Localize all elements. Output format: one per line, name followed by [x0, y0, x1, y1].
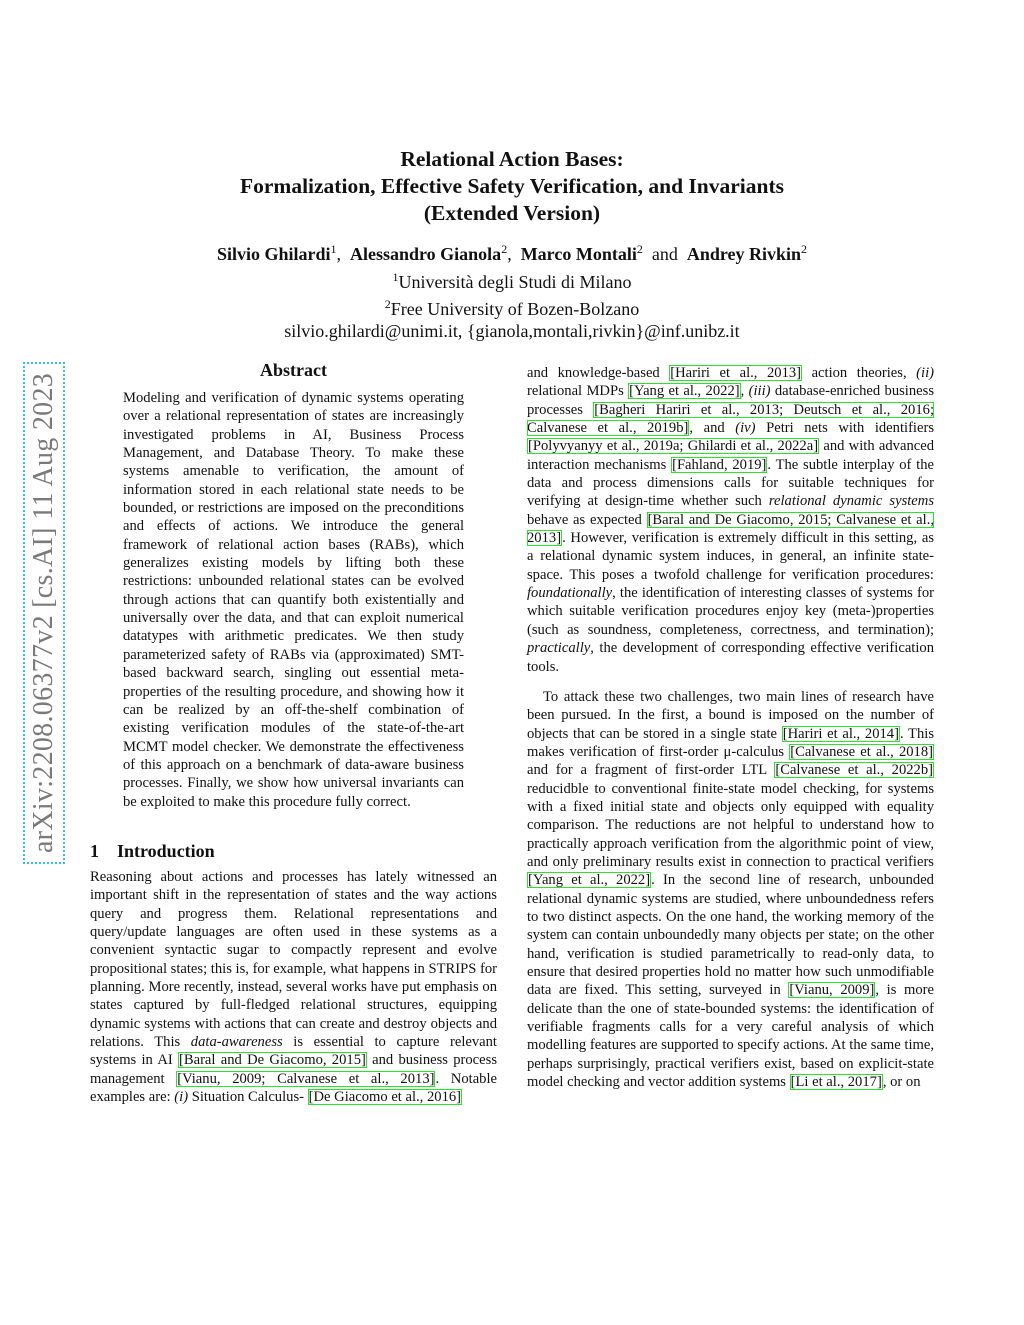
text-run: , and: [689, 420, 736, 437]
title-line-2: Formalization, Effective Safety Verification, and Invariants: [239, 174, 784, 198]
text-run: is essential to capture relevant systems in AI: [90, 1034, 497, 1069]
affiliation-1: [0, 266, 1024, 293]
citation-link[interactable]: [Yang et al., 2022]: [629, 383, 740, 400]
text-run: . This makes verification of first-order μ-calculus: [527, 725, 935, 760]
intro-paragraph-1: [90, 868, 497, 1106]
citation-link[interactable]: [Polyvyanyy et al., 2019a; Ghilardi et al., 2022a]: [528, 438, 819, 455]
section-title: Introduction: [117, 840, 215, 861]
text-run: . However, verification is extremely difficult in this setting, as a relational dynamic system induces, in general, an infinite state-space. This poses a twofold challenge for verification procedures:: [527, 530, 934, 583]
text-run: , the development of corresponding effective verification tools.: [527, 640, 934, 675]
text-run: To attack these two challenges, two main lines of research have been pursued. In the first, a bound is imposed on the number of objects that can be stored in a single state: [527, 688, 934, 742]
affiliation-sup: 1: [392, 270, 399, 284]
emphasis: foundationally: [527, 585, 613, 602]
text-run: . In the second line of research, unbounded relational dynamic systems are studied, where unboundedness refers to two distinct aspects. On the one hand, the working memory of the system can contain unboundedly many objects per state; on the other hand, verification is studied parametrically to read-only data, to ensure that desired properties hold no matter how such unmodifiable data are fixed. This setting, surveyed in: [527, 872, 934, 999]
citation-link[interactable]: [De Giacomo et al., 2016]: [308, 1089, 462, 1106]
section-heading-introduction: [90, 841, 497, 862]
authors-and: and: [651, 244, 678, 264]
text-run: , the identification of interesting classes of systems for which suitable verification procedures enjoy key (meta-)properties (such as soundness, completeness, correctness, and termination);: [527, 585, 934, 638]
paper-header: [0, 146, 1024, 342]
author-sup: 2: [501, 242, 508, 256]
author-sup: 2: [636, 242, 643, 256]
title-line-3: (Extended Version): [423, 201, 601, 225]
emphasis: practically: [527, 640, 591, 657]
arxiv-stamp: [22, 318, 66, 908]
emphasis: data-awareness: [190, 1034, 283, 1050]
text-run: , is more delicate than the one of state-bounded systems: the identification of verifiable fragments calls for a very careful analysis of which modelling features are supported to specify actions. At the same time, perhaps surprisingly, practical verifiers exist, based on explicit-state model checking and vector addition systems: [527, 982, 934, 1091]
text-run: Petri nets with identifiers: [755, 420, 934, 437]
text-run: ,: [740, 383, 749, 400]
author-sup: 2: [801, 242, 808, 256]
text-run: action theories,: [802, 365, 917, 381]
citation-link[interactable]: [Vianu, 2009; Calvanese et al., 2013]: [177, 1070, 435, 1087]
text-run: and business process management: [90, 1052, 497, 1087]
abstract-body: Modeling and verification of dynamic systems operating over a relational representation of states are increasingly investigated problems in AI, Business Process Management, and Database Theory. To make these systems amenable to verification, the amount of information stored in each relational state needs to be bounded, or restrictions are imposed on the preconditions and effects of actions. We introduce the general framework of relational action bases (RABs), which generalizes existing models by lifting both these restrictions: unbounded relational states can be evolved through actions that can quantify both existentially and universally over the data, and that can exploit numerical datatypes with arithmetic predicates. We then study parameterized safety of RABs via (approximated) SMT-based backward search, singling out essential meta-properties of the resulting procedure, and showing how it can be realized by an off-the-shelf combination of existing verification modules of the state-of-the-art MCMT model checker. We demonstrate the effectiveness of this approach on a benchmark of data-aware business processes. Finally, we show how universal invariants can be exploited to make this procedure fully correct.: [123, 390, 464, 810]
citation-link[interactable]: [Hariri et al., 2014]: [782, 725, 899, 742]
author-name: Alessandro Gianola: [349, 244, 502, 264]
affiliation-2: [0, 293, 1024, 320]
affiliation-text: Università degli Studi di Milano: [398, 272, 632, 292]
emphasis: (i): [174, 1089, 189, 1106]
left-column: [90, 360, 497, 1106]
author-name: Marco Montali: [520, 244, 637, 264]
citation-link[interactable]: [Hariri et al., 2013]: [670, 365, 802, 381]
emails: silvio.ghilardi@unimi.it, {gianola,montali,rivkin}@inf.unibz.it: [284, 321, 740, 341]
section-number: 1: [90, 840, 99, 861]
author-name: Silvio Ghilardi: [216, 244, 331, 264]
right-column: [527, 364, 934, 1091]
abstract-heading: Abstract: [260, 360, 327, 380]
citation-link[interactable]: [Baral and De Giacomo, 2015; Calvanese et al., 2013]: [527, 511, 935, 547]
authors-line: Silvio Ghilardi$^1$, Alessandro Gianola$^2$, Marco Montali$^2$ and Andrey Rivkin$^2$: [216, 242, 808, 264]
text-run: and with advanced interaction mechanisms: [527, 438, 934, 473]
emphasis: relational dynamic systems: [768, 493, 934, 510]
author-name: Andrey Rivkin: [686, 244, 802, 264]
text-run: and knowledge-based: [527, 365, 670, 381]
citation-link[interactable]: [Vianu, 2009]: [789, 982, 875, 999]
emphasis: (iii): [748, 383, 771, 400]
text-run: database-enriched business processes: [527, 383, 934, 418]
citation-link[interactable]: [Yang et al., 2022]: [528, 872, 651, 889]
text-run: . Notable examples are:: [90, 1070, 497, 1106]
citation-link[interactable]: [Baral and De Giacomo, 2015]: [179, 1052, 366, 1069]
text-run: Reasoning about actions and processes has lately witnessed an important shift in the representation of states and the way actions query and progress them. Relational representations and query/update languages are often used in these systems as a convenient syntactic sugar to compactly represent and evolve propositional states; this is, for example, what happens in STRIPS for planning. More recently, instead, several works have put emphasis on states captured by full-fledged relational structures, equipping dynamic systems with actions that can create and destroy objects and relations. This: [90, 868, 497, 1050]
text-run: and for a fragment of first-order LTL: [527, 762, 775, 779]
citation-link[interactable]: [Fahland, 2019]: [672, 456, 767, 473]
text-run: . The subtle interplay of the data and process dimensions calls for suitable techniques for verifying at design-time whether such: [527, 456, 935, 510]
citation-link[interactable]: [Calvanese et al., 2022b]: [775, 762, 933, 779]
affiliation-sup: 2: [384, 297, 391, 311]
intro-paragraph-1-continued: [527, 364, 934, 676]
author-sup: 1: [330, 242, 337, 256]
citation-link[interactable]: [Bagheri Hariri et al., 2013; Deutsch et al., 2016; Calvanese et al., 2019b]: [527, 401, 934, 437]
title-line-1: Relational Action Bases:: [400, 147, 624, 171]
text-run: relational MDPs: [527, 383, 629, 400]
affiliation-text: Free University of Bozen-Bolzano: [390, 299, 640, 319]
citation-link[interactable]: [Calvanese et al., 2018]: [790, 743, 933, 760]
arxiv-stamp-text[interactable]: arXiv:2208.06377v2 [cs.AI] 11 Aug 2023: [28, 367, 60, 859]
text-run: Situation Calculus-: [188, 1089, 308, 1106]
text-run: behave as expected: [527, 511, 647, 528]
text-run: reducidble to conventional finite-state model checking, for systems with a fixed initial state and objects only equipped with equality comparison. The reductions are not helpful to understand how to practically approach verification from the algorithmic point of view, and only preliminary results exist in connection to practical verifiers: [527, 780, 934, 870]
citation-link[interactable]: [Li et al., 2017]: [790, 1074, 882, 1091]
text-run: , or on: [882, 1074, 921, 1091]
emphasis: (iv): [735, 420, 756, 437]
emphasis: (ii): [916, 365, 935, 381]
intro-paragraph-2: [527, 688, 934, 1092]
